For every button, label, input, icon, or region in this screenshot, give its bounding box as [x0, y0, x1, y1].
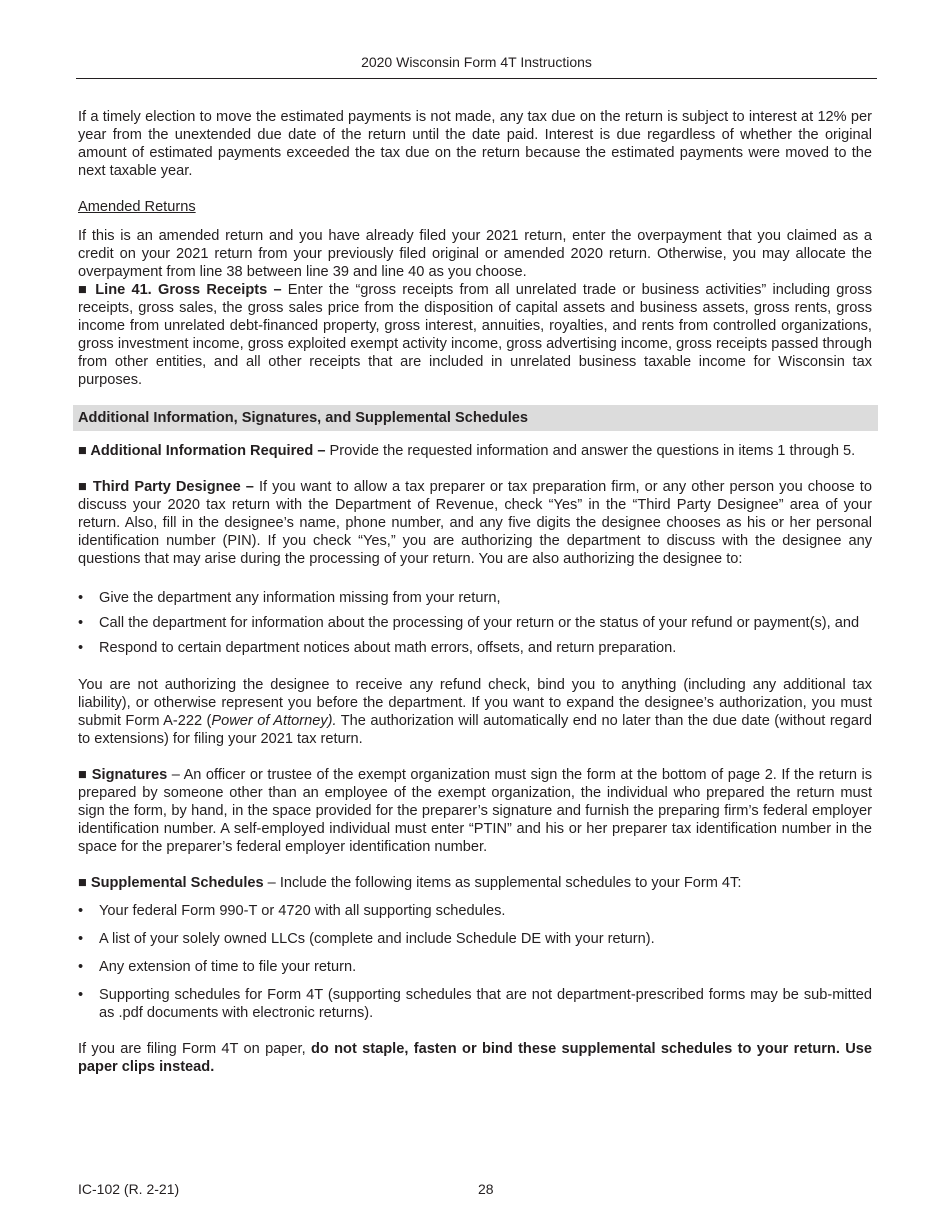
form-id: IC-102 (R. 2-21) — [78, 1181, 180, 1197]
designee-authorization-list — [78, 589, 872, 657]
paper-filing-warning: do not staple, fasten or bind these supplemental schedules to your return. Use paper clips instead. — [78, 1041, 872, 1075]
line-41-text: Enter the “gross receipts from all unrelated trade or business activities” including gross receipts, gross sales, the gross sales price from the disposition of capital assets and business assets, gross rents, gross income from unrelated debt-financed property, gross interest, annuities, royalties, and rents from controlled organizations, gross investment income, gross exploited exempt activity income, gross advertising income, gross receipts passed through from other entities, and all other receipts that are included in unrelated business taxable income for Wisconsin tax purposes. — [78, 282, 872, 388]
list-item: • Supporting schedules for Form 4T (supporting schedules that are not department-prescribed forms may be sub-mitted as .pdf documents with electronic returns). — [78, 986, 872, 1022]
amended-returns-paragraph: If this is an amended return and you have already filed your 2021 return, enter the overpayment that you claimed as a credit on your 2021 return from your previously filed original or amended 2020 return. Otherwise, you may allocate the overpayment from line 38 between line 39 and line 40 as you choose. — [78, 228, 872, 280]
line-41-paragraph — [78, 281, 872, 389]
paper-filing-paragraph: If you are filing Form 4T on paper, do not staple, fasten or bind these supplemental schedules to your return. Use paper clips instead. — [78, 1041, 872, 1075]
third-party-designee-paragraph — [78, 478, 872, 568]
section-heading-bar: Additional Information, Signatures, and Supplemental Schedules — [73, 405, 878, 431]
line-41-label: ■ Line 41. Gross Receipts – — [78, 282, 282, 298]
supplemental-schedules-list — [78, 902, 872, 1022]
third-party-designee-text: If you want to allow a tax preparer or tax preparation firm, or any other person you choose to discuss your 2020 tax return with the Department of Revenue, check “Yes” in the “Third Party Designee” area of your return. Also, fill in the designee’s name, phone number, and any five digits the designee chooses as his or her personal identification number (PIN). If you check “Yes,” you are authorizing the department to discuss with the designee any questions that may arise during the processing of your return. You are also authorizing the designee to: — [78, 479, 872, 567]
page-header: 2020 Wisconsin Form 4T Instructions — [361, 54, 592, 70]
additional-info-paragraph — [78, 442, 872, 460]
signatures-text: – An officer or trustee of the exempt organization must sign the form at the bottom of page 2. If the return is prepared by someone other than an employee of the exempt organization, the individual who prepared the return must sign the form, by hand, in the space provided for the preparer’s signature and furnish the preparing firm’s federal employer identification number. A self-employed individual must enter “PTIN” and his or her preparer tax identification number in the space for the preparer’s federal employer identification number. — [78, 767, 872, 855]
third-party-designee-label: ■ Third Party Designee – — [78, 479, 254, 495]
header-rule — [76, 78, 877, 79]
list-item: • Call the department for information about the processing of your return or the status of your refund or payment(s), and — [78, 614, 872, 632]
estimated-payments-paragraph: If a timely election to move the estimated payments is not made, any tax due on the return is subject to interest at 12% per year from the unextended due date of the return until the date paid. Interest is due regardless of whether the original amount of estimated payments exceeded the tax due on the return because the estimated payments were moved to the next taxable year. — [78, 109, 872, 179]
list-item: • Your federal Form 990-T or 4720 with all supporting schedules. — [78, 902, 872, 920]
list-item: • Respond to certain department notices about math errors, offsets, and return preparation. — [78, 639, 872, 657]
supplemental-schedules-text: – Include the following items as supplemental schedules to your Form 4T: — [263, 875, 742, 891]
page-content — [78, 108, 872, 1076]
additional-info-text: Provide the requested information and answer the questions in items 1 through 5. — [325, 443, 856, 459]
list-item: • A list of your solely owned LLCs (complete and include Schedule DE with your return). — [78, 930, 872, 948]
supplemental-schedules-label: ■ Supplemental Schedules — [78, 875, 264, 891]
list-item: • Any extension of time to file your return. — [78, 958, 872, 976]
signatures-paragraph — [78, 766, 872, 856]
supplemental-schedules-paragraph — [78, 874, 872, 892]
signatures-label: ■ Signatures — [78, 767, 168, 783]
amended-returns-heading: Amended Returns — [78, 199, 196, 215]
designee-limits-paragraph: You are not authorizing the designee to receive any refund check, bind you to anything (including any additional tax liability), or otherwise represent you before the department. If you want to expand the designee’s authorization, you must submit Form A-222 (Power of Attorney). The authorization will automatically end no later than the due date (without regard to extensions) for filing your 2021 tax return. — [78, 677, 873, 747]
additional-info-label: ■ Additional Information Required – — [78, 443, 326, 459]
list-item: • Give the department any information missing from your return, — [78, 589, 872, 607]
page-number: 28 — [478, 1181, 494, 1197]
